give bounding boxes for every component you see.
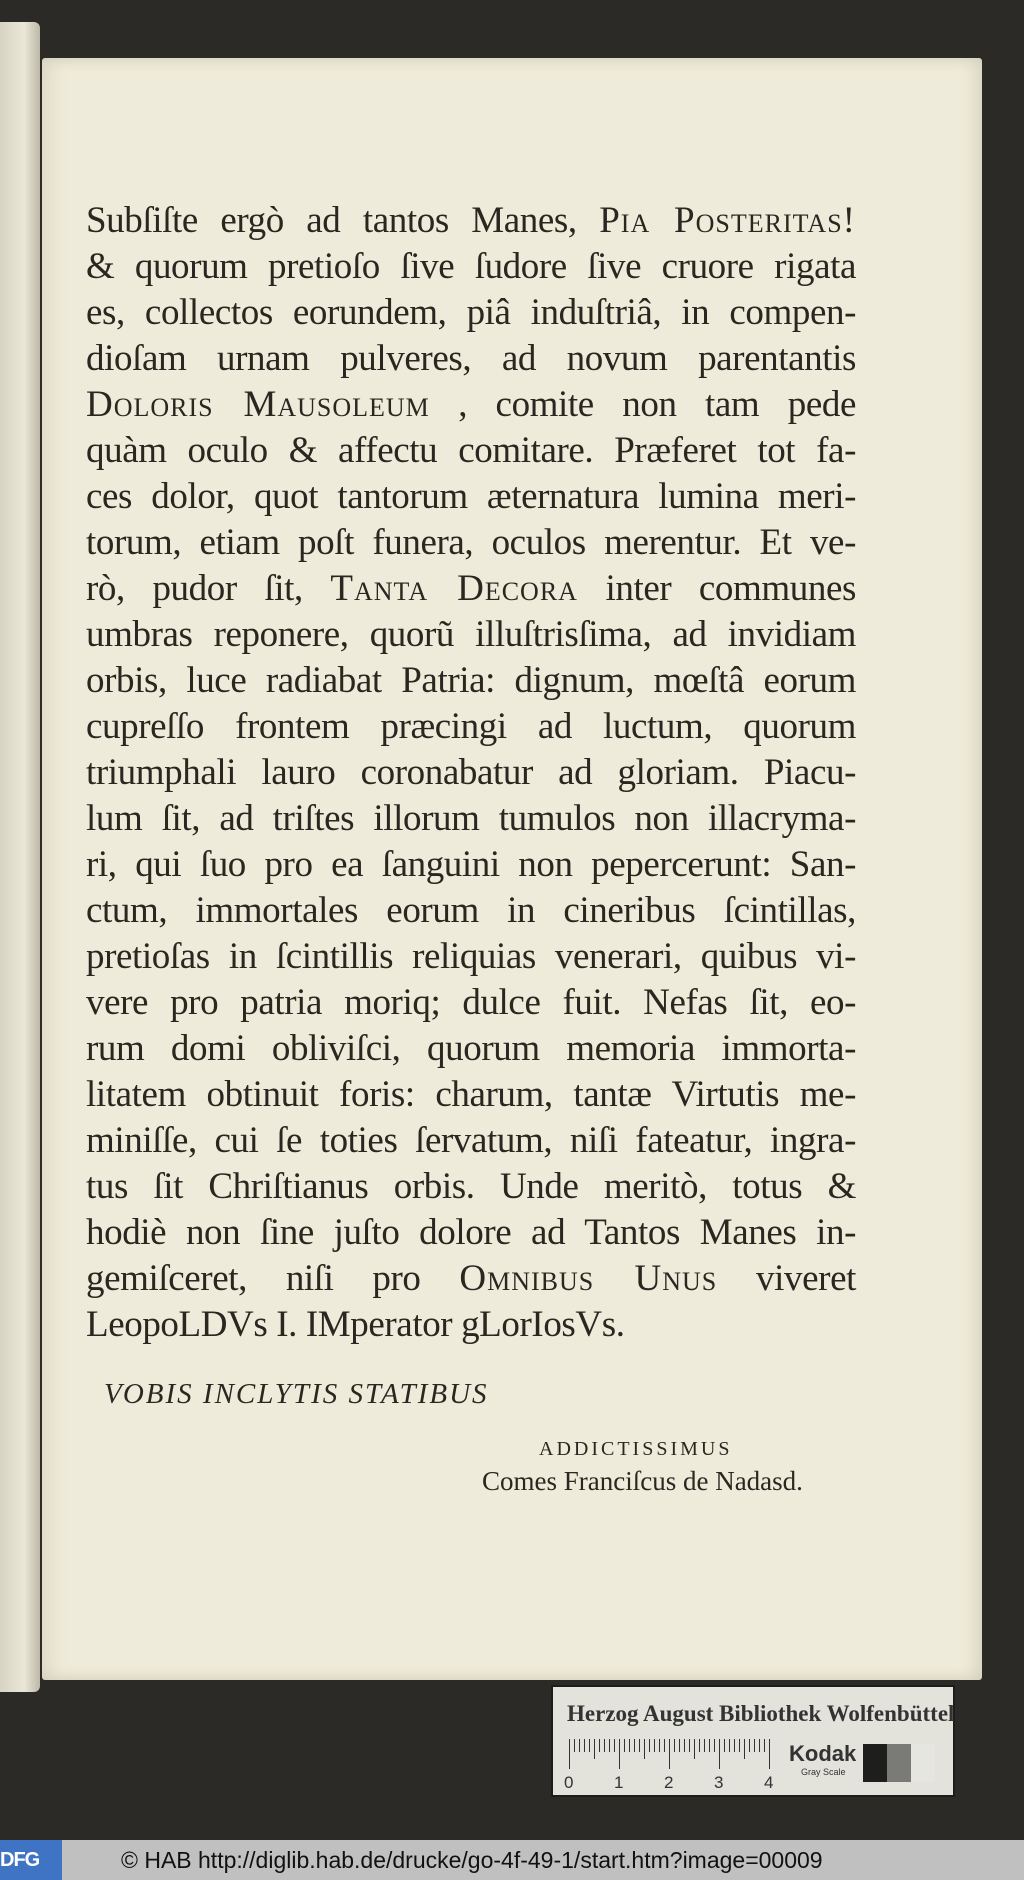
text-line xyxy=(86,290,856,336)
ruler-tick xyxy=(724,1739,725,1752)
gray-scale-label: Gray Scale xyxy=(801,1767,846,1777)
text-line xyxy=(86,244,856,290)
footer-bar xyxy=(0,1840,1024,1880)
book-page xyxy=(42,58,982,1680)
text-segment: inter communes xyxy=(577,568,857,609)
ruler-tick xyxy=(659,1739,660,1752)
ruler-tick xyxy=(719,1739,720,1769)
ruler xyxy=(564,1739,774,1792)
calibration-card xyxy=(553,1687,953,1795)
ruler-tick xyxy=(609,1739,610,1752)
text-line xyxy=(86,750,856,796)
ruler-tick xyxy=(674,1739,675,1752)
footer-copyright-url[interactable]: © HAB http://diglib.hab.de/drucke/go-4f-49-1/start.htm?image=00009 xyxy=(121,1847,823,1873)
text-segment: gemiſceret, niſi pro xyxy=(86,1258,460,1299)
ruler-number: 1 xyxy=(614,1773,624,1792)
text-line xyxy=(86,1072,856,1118)
ruler-tick xyxy=(619,1739,620,1769)
previous-page-edge xyxy=(0,22,40,1692)
ruler-tick xyxy=(754,1739,755,1752)
text-segment: rò, pudor ſit, xyxy=(86,568,331,609)
text-line xyxy=(86,888,856,934)
ruler-tick xyxy=(749,1739,750,1752)
text-segment: hodiè non ſine juſto dolore ad Tantos Manes in- xyxy=(86,1212,856,1253)
ruler-tick xyxy=(569,1739,570,1769)
ruler-tick xyxy=(634,1739,635,1752)
ruler-tick xyxy=(734,1739,735,1752)
ruler-tick xyxy=(714,1739,715,1752)
gray-swatch-white xyxy=(911,1744,935,1782)
small-caps-text: Omnibus Unus xyxy=(459,1258,718,1299)
text-line xyxy=(86,1026,856,1072)
text-line xyxy=(86,198,856,244)
text-line xyxy=(86,842,856,888)
dedication: VOBIS INCLYTIS STATIBUS xyxy=(104,1378,489,1410)
ruler-tick xyxy=(589,1739,590,1752)
text-segment: miniſſe, cui ſe toties ſervatum, niſi fateatur, ingra- xyxy=(86,1120,856,1161)
text-segment: orbis, luce radiabat Patria: dignum, mœſtâ eorum xyxy=(86,660,856,701)
ruler-tick xyxy=(599,1739,600,1752)
ruler-tick xyxy=(629,1739,630,1752)
text-segment: umbras reponere, quorũ illuſtrisſima, ad invidiam xyxy=(86,614,856,655)
text-segment: lum ſit, ad triſtes illorum tumulos non illacryma- xyxy=(86,798,856,839)
ruler-number: 0 xyxy=(564,1773,574,1792)
ruler-tick xyxy=(709,1739,710,1752)
text-segment: ces dolor, quot tantorum æternatura lumina meri- xyxy=(86,476,856,517)
ruler-tick xyxy=(699,1739,700,1752)
ruler-tick xyxy=(604,1739,605,1752)
ruler-tick xyxy=(704,1739,705,1752)
dfg-logo: DFG xyxy=(0,1840,62,1880)
text-line xyxy=(86,980,856,1026)
text-segment: quàm oculo & affectu comitare. Præferet tot fa- xyxy=(86,430,856,471)
ruler-tick xyxy=(684,1739,685,1752)
text-line xyxy=(86,612,856,658)
text-line xyxy=(86,382,856,428)
ruler-tick xyxy=(694,1739,695,1759)
ruler-tick xyxy=(764,1739,765,1752)
ruler-number: 3 xyxy=(714,1773,724,1792)
ruler-tick xyxy=(739,1739,740,1752)
text-segment: , comite non tam pede xyxy=(429,384,856,425)
text-segment: viveret xyxy=(717,1258,856,1299)
ruler-tick xyxy=(639,1739,640,1752)
text-line xyxy=(86,796,856,842)
text-segment: vere pro patria moriq; dulce fuit. Nefas ſit, eo- xyxy=(86,982,856,1023)
text-segment: Subſiſte ergò ad tantos Manes, xyxy=(86,200,600,241)
text-line xyxy=(86,1210,856,1256)
text-line xyxy=(86,1256,856,1302)
ruler-tick xyxy=(624,1739,625,1752)
text-segment: ri, qui ſuo pro ea ſanguini non pepercerunt: San- xyxy=(86,844,856,885)
ruler-tick xyxy=(729,1739,730,1752)
text-line xyxy=(86,428,856,474)
text-segment: rum domi obliviſci, quorum memoria immorta- xyxy=(86,1028,856,1069)
text-line xyxy=(86,658,856,704)
text-line xyxy=(86,566,856,612)
signature-name: Comes Franciſcus de Nadasd. xyxy=(482,1466,803,1496)
ruler-tick xyxy=(669,1739,670,1769)
ruler-number: 4 xyxy=(764,1773,774,1792)
text-line xyxy=(86,520,856,566)
ruler-tick xyxy=(654,1739,655,1752)
small-caps-text: Doloris Mausoleum xyxy=(86,384,430,425)
text-line xyxy=(86,704,856,750)
gray-swatch-mid xyxy=(887,1744,911,1782)
text-segment: es, collectos eorundem, piâ induſtriâ, in compen- xyxy=(86,292,856,333)
text-line xyxy=(86,474,856,520)
ruler-tick xyxy=(664,1739,665,1752)
text-segment: pretioſas in ſcintillis reliquias venerari, quibus vi- xyxy=(86,936,856,977)
ruler-tick xyxy=(769,1739,770,1769)
small-caps-text: Pia Posteritas! xyxy=(599,200,856,241)
text-segment: LeopoLDVs I. IMperator gLorIosVs. xyxy=(86,1304,625,1345)
text-segment: cupreſſo frontem præcingi ad luctum, quorum xyxy=(86,706,856,747)
ruler-tick xyxy=(584,1739,585,1752)
ruler-tick xyxy=(649,1739,650,1752)
text-line xyxy=(86,1302,856,1348)
kodak-logo: Kodak xyxy=(789,1741,857,1766)
text-segment: torum, etiam poſt funera, oculos merentur. Et ve- xyxy=(86,522,856,563)
ruler-tick xyxy=(614,1739,615,1752)
ruler-number: 2 xyxy=(664,1773,674,1792)
card-title: Herzog August Bibliothek Wolfenbüttel xyxy=(567,1701,955,1726)
text-segment: & quorum pretioſo ſive ſudore ſive cruore rigata xyxy=(86,246,856,287)
text-segment: triumphali lauro coronabatur ad gloriam. Piacu- xyxy=(86,752,856,793)
text-line xyxy=(86,1164,856,1210)
ruler-tick xyxy=(574,1739,575,1752)
body-text xyxy=(86,198,856,1348)
text-segment: dioſam urnam pulveres, ad novum parentantis xyxy=(86,338,856,379)
ruler-tick xyxy=(594,1739,595,1759)
ruler-tick xyxy=(759,1739,760,1752)
ruler-tick xyxy=(644,1739,645,1759)
ruler-tick xyxy=(689,1739,690,1752)
text-line xyxy=(86,336,856,382)
gray-swatch-black xyxy=(863,1744,887,1782)
text-segment: tus ſit Chriſtianus orbis. Unde meritò, totus & xyxy=(86,1166,856,1207)
small-caps-text: Tanta Decora xyxy=(330,568,578,609)
ruler-tick xyxy=(579,1739,580,1752)
ruler-tick xyxy=(744,1739,745,1759)
text-segment: ctum, immortales eorum in cineribus ſcintillas, xyxy=(86,890,856,931)
text-line xyxy=(86,934,856,980)
text-segment: litatem obtinuit foris: charum, tantæ Virtutis me- xyxy=(86,1074,856,1115)
signature-title: ADDICTISSIMUS xyxy=(539,1438,733,1460)
ruler-tick xyxy=(679,1739,680,1752)
text-line xyxy=(86,1118,856,1164)
